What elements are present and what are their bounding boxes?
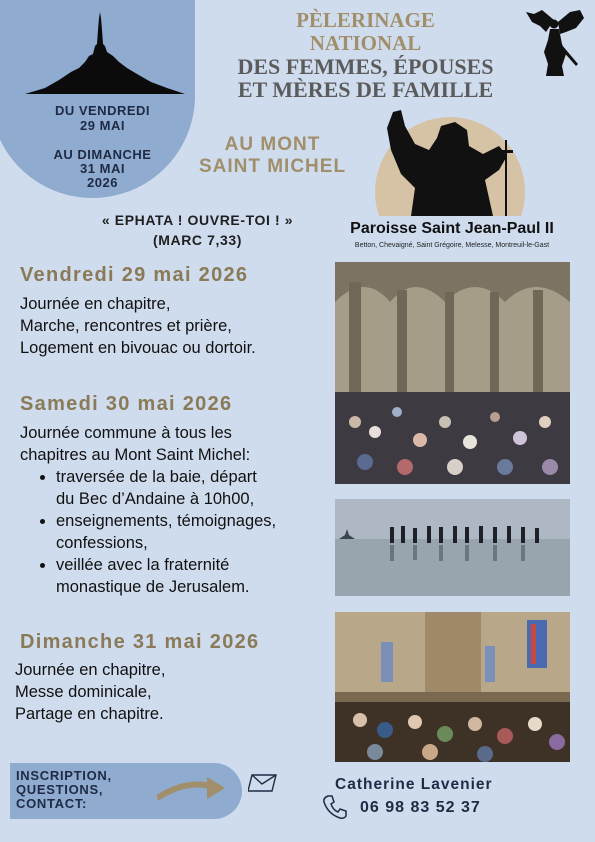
day-1-title: Vendredi 29 mai 2026	[20, 264, 249, 286]
bullet-text: du Bec d’Andaine à 10h00,	[56, 490, 255, 508]
bullet-text: confessions,	[56, 534, 148, 552]
title-line-3: DES FEMMES, ÉPOUSES	[237, 54, 494, 79]
end-day-label: AU DIMANCHE	[53, 147, 152, 162]
inscription-line-2: QUESTIONS,	[16, 782, 104, 797]
bullet-text: monastique de Jerusalem.	[56, 578, 250, 596]
end-date-label: 31 MAI	[80, 161, 125, 176]
bay-crossing-photo	[335, 499, 570, 596]
year-label: 2026	[87, 175, 118, 190]
theme-reference: (MARC 7,33)	[152, 232, 243, 248]
day-3-line: Journée en chapitre,	[15, 661, 166, 679]
day-2-intro-line: chapitres au Mont Saint Michel:	[20, 446, 251, 464]
day-2-title: Samedi 30 mai 2026	[20, 393, 233, 415]
phone-icon	[322, 794, 348, 820]
mont-saint-michel-icon	[25, 12, 185, 97]
start-date-label: 29 MAI	[80, 118, 125, 133]
day-2-bullet-list	[20, 466, 320, 598]
envelope-icon	[248, 773, 278, 793]
day-3-program	[15, 659, 165, 725]
bullet-text: enseignements, témoignages,	[56, 512, 277, 530]
parish-logo	[375, 110, 525, 216]
day-3-line: Partage en chapitre.	[15, 705, 164, 723]
list-item	[56, 554, 320, 598]
location-line-2: SAINT MICHEL	[198, 156, 347, 177]
contact-phone: 06 98 83 52 37	[360, 799, 481, 816]
day-1-line: Marche, rencontres et prière,	[20, 317, 232, 335]
location-title	[190, 134, 355, 178]
parish-towns: Betton, Chevaigné, Saint Grégoire, Melesse, Montreuil-le-Gast	[354, 242, 550, 249]
bullet-text: veillée avec la fraternité	[56, 556, 230, 574]
saint-michael-angel-icon	[520, 8, 586, 78]
title-line-1: PÈLERINAGE	[296, 8, 435, 32]
start-day-label: DU VENDREDI	[54, 103, 151, 118]
title-line-2: NATIONAL	[309, 31, 422, 55]
day-1-line: Logement en bivouac ou dortoir.	[20, 339, 256, 357]
inscription-line-3: CONTACT:	[16, 796, 88, 811]
hall-gathering-photo	[335, 262, 570, 484]
day-3-title: Dimanche 31 mai 2026	[20, 631, 260, 653]
location-line-1: AU MONT	[224, 134, 321, 155]
theme-line-1: « EPHATA ! OUVRE-TOI ! »	[101, 212, 294, 228]
list-item	[56, 510, 320, 554]
theme-quote	[80, 210, 315, 250]
bullet-text: traversée de la baie, départ	[56, 468, 257, 486]
day-3-line: Messe dominicale,	[15, 683, 152, 701]
day-1-program	[20, 293, 256, 359]
title-line-4: ET MÈRES DE FAMILLE	[237, 77, 494, 102]
day-2-program	[20, 422, 320, 598]
day-1-line: Journée en chapitre,	[20, 295, 171, 313]
parish-name: Paroisse Saint Jean-Paul II	[350, 220, 554, 237]
inscription-line-1: INSCRIPTION,	[16, 768, 112, 783]
arrow-icon	[157, 775, 229, 803]
day-2-intro-line: Journée commune à tous les	[20, 424, 232, 442]
inscription-label	[16, 769, 112, 811]
list-item	[56, 466, 320, 510]
church-mass-photo	[335, 612, 570, 762]
contact-name: Catherine Lavenier	[335, 776, 493, 793]
